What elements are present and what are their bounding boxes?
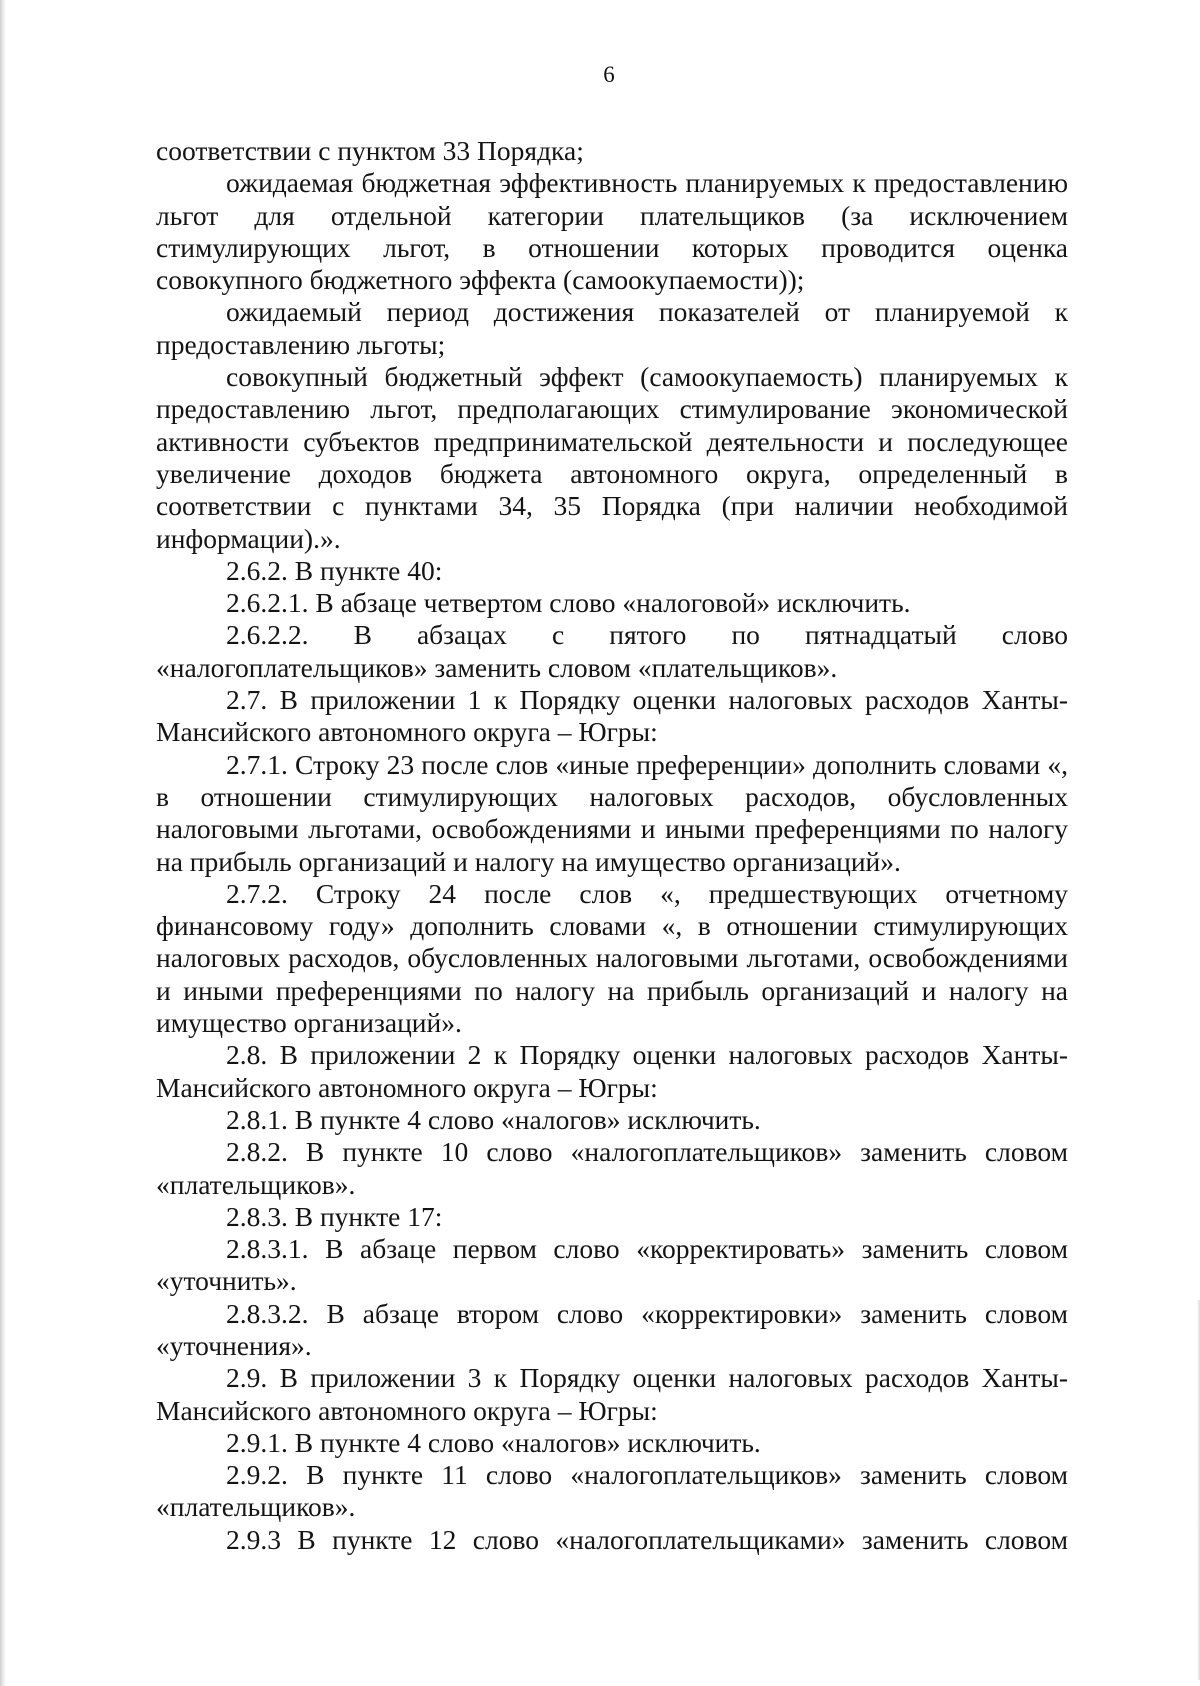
paragraph: 2.8.2. В пункте 10 слово «налогоплательщиков» заменить словом «плательщиков». bbox=[156, 1136, 1068, 1200]
paragraph: 2.7. В приложении 1 к Порядку оценки налоговых расходов Ханты-Мансийского автономного округа – Югры: bbox=[156, 684, 1068, 748]
paragraph: 2.8. В приложении 2 к Порядку оценки налоговых расходов Ханты-Мансийского автономного округа – Югры: bbox=[156, 1039, 1068, 1103]
paragraph: 2.7.1. Строку 23 после слов «иные преференции» дополнить словами «, в отношении стимулирующих налоговых расходов, обусловленных налоговыми льготами, освобождениями и иными преференциями по налогу на прибыль организаций и налогу на имущество организаций». bbox=[156, 748, 1068, 877]
paragraph: 2.9.3 В пункте 12 слово «налогоплательщиками» заменить словом bbox=[226, 1523, 1068, 1555]
paragraph: 2.9.1. В пункте 4 слово «налогов» исключить. bbox=[226, 1426, 761, 1458]
paragraph: 2.6.2.2. В абзацах с пятого по пятнадцатый слово «налогоплательщиков» заменить словом «плательщиков». bbox=[156, 619, 1068, 683]
paragraph: 2.9.2. В пункте 11 слово «налогоплательщиков» заменить словом «плательщиков». bbox=[156, 1459, 1068, 1523]
paragraph: 2.8.3.2. В абзаце втором слово «корректировки» заменить словом «уточнения». bbox=[156, 1297, 1068, 1361]
paragraph: 2.8.1. В пункте 4 слово «налогов» исключить. bbox=[226, 1103, 761, 1135]
paragraph: совокупный бюджетный эффект (самоокупаемость) планируемых к предоставлению льгот, предполагающих стимулирование экономической активности субъектов предпринимательской деятельности и последующее увеличение доходов бюджета автономного округа, определенный в соответствии с пунктами 34, 35 Порядка (при наличии необходимой информации).». bbox=[156, 361, 1068, 554]
paragraph: соответствии с пунктом 33 Порядка; bbox=[156, 135, 584, 166]
paragraph: 2.8.3. В пункте 17: bbox=[226, 1200, 443, 1232]
page-number: 6 bbox=[603, 62, 615, 87]
paragraph: ожидаемый период достижения показателей от планируемой к предоставлению льготы; bbox=[156, 296, 1068, 360]
document-body bbox=[156, 135, 1068, 1556]
paragraph: 2.6.2. В пункте 40: bbox=[226, 554, 443, 586]
paragraph: ожидаемая бюджетная эффективность планируемых к предоставлению льгот для отдельной категории плательщиков (за исключением стимулирующих льгот, в отношении которых проводится оценка совокупного бюджетного эффекта (самоокупаемости)); bbox=[156, 167, 1068, 296]
scan-edge-left bbox=[0, 0, 6, 1686]
paragraph: 2.6.2.1. В абзаце четвертом слово «налоговой» исключить. bbox=[226, 587, 911, 619]
paragraph: 2.8.3.1. В абзаце первом слово «корректировать» заменить словом «уточнить». bbox=[156, 1233, 1068, 1297]
paragraph: 2.7.2. Строку 24 после слов «, предшествующих отчетному финансовому году» дополнить словами «, в отношении стимулирующих налоговых расходов, обусловленных налоговыми льготами, освобождениями и иными преференциями по налогу на прибыль организаций и налогу на имущество организаций». bbox=[156, 877, 1068, 1039]
paragraph: 2.9. В приложении 3 к Порядку оценки налоговых расходов Ханты-Мансийского автономного округа – Югры: bbox=[156, 1362, 1068, 1426]
